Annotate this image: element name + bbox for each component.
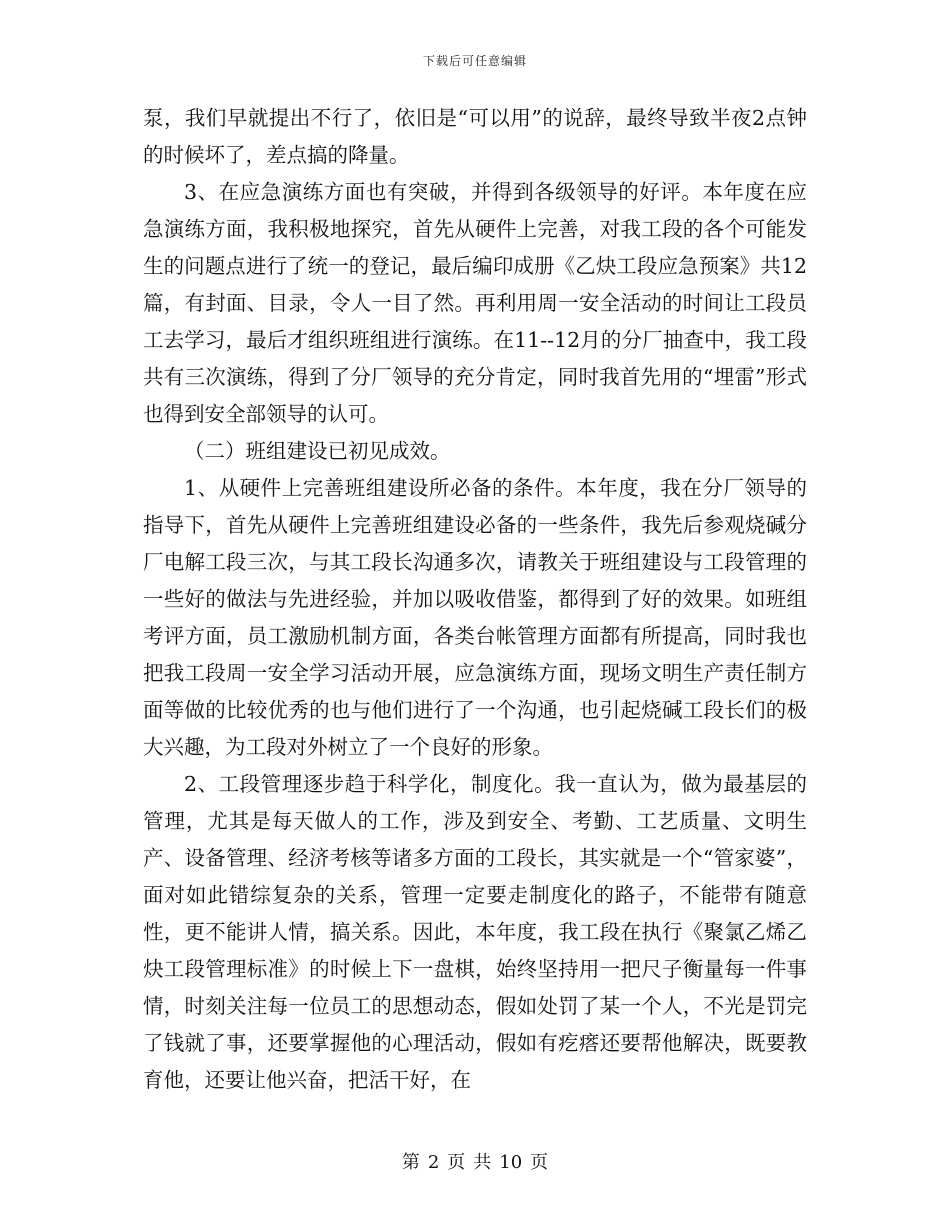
page-header-note: 下载后可任意编辑: [422, 54, 527, 68]
paragraph-hardware-conditions: 1、从硬件上完善班组建设所必备的条件。本年度，我在分厂领导的指导下，首先从硬件上完善班组建设必备的一些条件，我先后参观烧碱分厂电解工段三次，与其工段长沟通多次，请教关于班组建设与工段管理的一些好的做法与先进经验，并加以吸收借鉴，都得到了好的效果。如班组考评方面，员工激励机制方面，各类台帐管理方面都有所提高，同时我也把我工段周一安全学习活动开展，应急演练方面，现场文明生产责任制方面等做的比较优秀的也与他们进行了一个沟通，也引起烧碱工段长们的极大兴趣，为工段对外树立了一个良好的形象。: [143, 476, 807, 759]
footer-total-pages: 10: [499, 1152, 523, 1173]
footer-page-number: 2: [427, 1152, 440, 1173]
paragraph-continuation: 泵，我们早就提出不行了，依旧是“可以用”的说辞，最终导致半夜2点钟的时候坏了，差点搞的降量。: [143, 106, 807, 167]
paragraph-management-system: 2、工段管理逐步趋于科学化，制度化。我一直认为，做为最基层的管理，尤其是每天做人的工作，涉及到安全、考勤、工艺质量、文明生产、设备管理、经济考核等诸多方面的工段长，其实就是一个“管家婆”，面对如此错综复杂的关系，管理一定要走制度化的路子，不能带有随意性，更不能讲人情，搞关系。因此，本年度，我工段在执行《聚氯乙烯乙炔工段管理标准》的时候上下一盘棋，始终坚持用一把尺子衡量每一件事情，时刻关注每一位员工的思想动态，假如处罚了某一个人，不光是罚完了钱就了事，还要掌握他的心理活动，假如有疙瘩还要帮他解决，既要教育他，还要让他兴奋，把活干好，在: [143, 772, 807, 1092]
footer-prefix: 第: [401, 1152, 420, 1173]
footer-page-label: 页: [447, 1152, 466, 1173]
section-heading-team-building: （二）班组建设已初见成效。: [184, 439, 451, 463]
footer-suffix: 页: [530, 1152, 549, 1173]
page-footer: [0, 1148, 950, 1174]
paragraph-emergency-drill: 3、在应急演练方面也有突破，并得到各级领导的好评。本年度在应急演练方面，我积极地探究，首先从硬件上完善，对我工段的各个可能发生的问题点进行了统一的登记，最后编印成册《乙炔工段应急预案》共12篇，有封面、目录，令人一目了然。再利用周一安全活动的时间让工段员工去学习，最后才组织班组进行演练。在11--12月的分厂抽查中，我工段共有三次演练，得到了分厂领导的充分肯定，同时我首先用的“埋雷”形式也得到安全部领导的认可。: [143, 180, 807, 426]
footer-total-label: 共: [473, 1152, 492, 1173]
document-body: [143, 100, 807, 1099]
